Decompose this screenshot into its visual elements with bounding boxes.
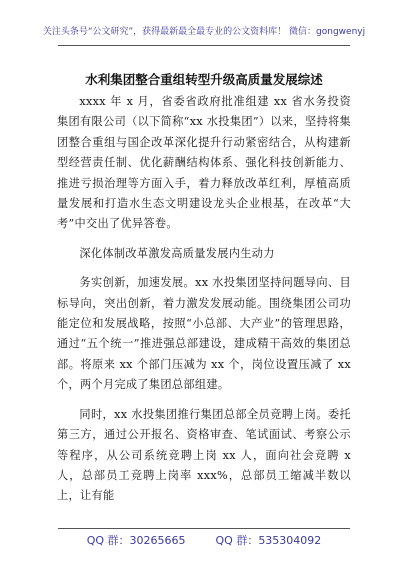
footer bbox=[0, 532, 408, 548]
footer-divider bbox=[58, 528, 350, 529]
paragraph-intro: xxxx 年 x 月，省委省政府批准组建 xx 省水务投资集团有限公司（以下简称“xx 水投集团”）以来，坚持将集团整合重组与国企改革深化提升行动紧密结合，从构建新型经营责任制、优化薪酬结构体系、强化科技创新能力、推进亏损治理等方面入手，着力释放改革红利，厚植高质量发展和打造水生态文明建设龙头企业根基，在改革“大考”中交出了优异答卷。 bbox=[57, 95, 351, 231]
document-body bbox=[57, 92, 351, 516]
document-title: 水利集团整合重组转型升级高质量发展综述 bbox=[85, 72, 323, 87]
header-divider bbox=[58, 45, 350, 46]
header-note: 关注头条号“公文研究”，获得最新最全最专业的公文资料库！ 微信：gongwenyj bbox=[42, 27, 366, 37]
paragraph-recruitment: 同时，xx 水投集团推行集团总部全员竞聘上岗。委托第三方，通过公开报名、资格审查、笔试面试、考察公示等程序，从公司系统竞聘上岗 xx 人，面向社会竞聘 x 人，总部员工竞聘上岗率 xxx%，总部员工缩减半数以上，让有能 bbox=[57, 407, 351, 503]
paragraph-reform: 务实创新，加速发展。xx 水投集团坚持问题导向、目标导向，突出创新，着力激发发展动能。围绕集团公司功能定位和发展战略，按照“小总部、大产业”的管理思路，通过“五个统一”推进强总部建设，建成精干高效的集团总部。将原来 xx 个部门压减为 xx 个，岗位设置压减了 xx 个，两个月完成了集团总部组建。 bbox=[57, 276, 351, 392]
section-heading: 深化体制改革激发高质量发展内生动力 bbox=[79, 246, 275, 260]
footer-qq-group-1: QQ 群：30265665 bbox=[86, 534, 186, 547]
footer-qq-group-2: QQ 群：535304092 bbox=[215, 534, 322, 547]
